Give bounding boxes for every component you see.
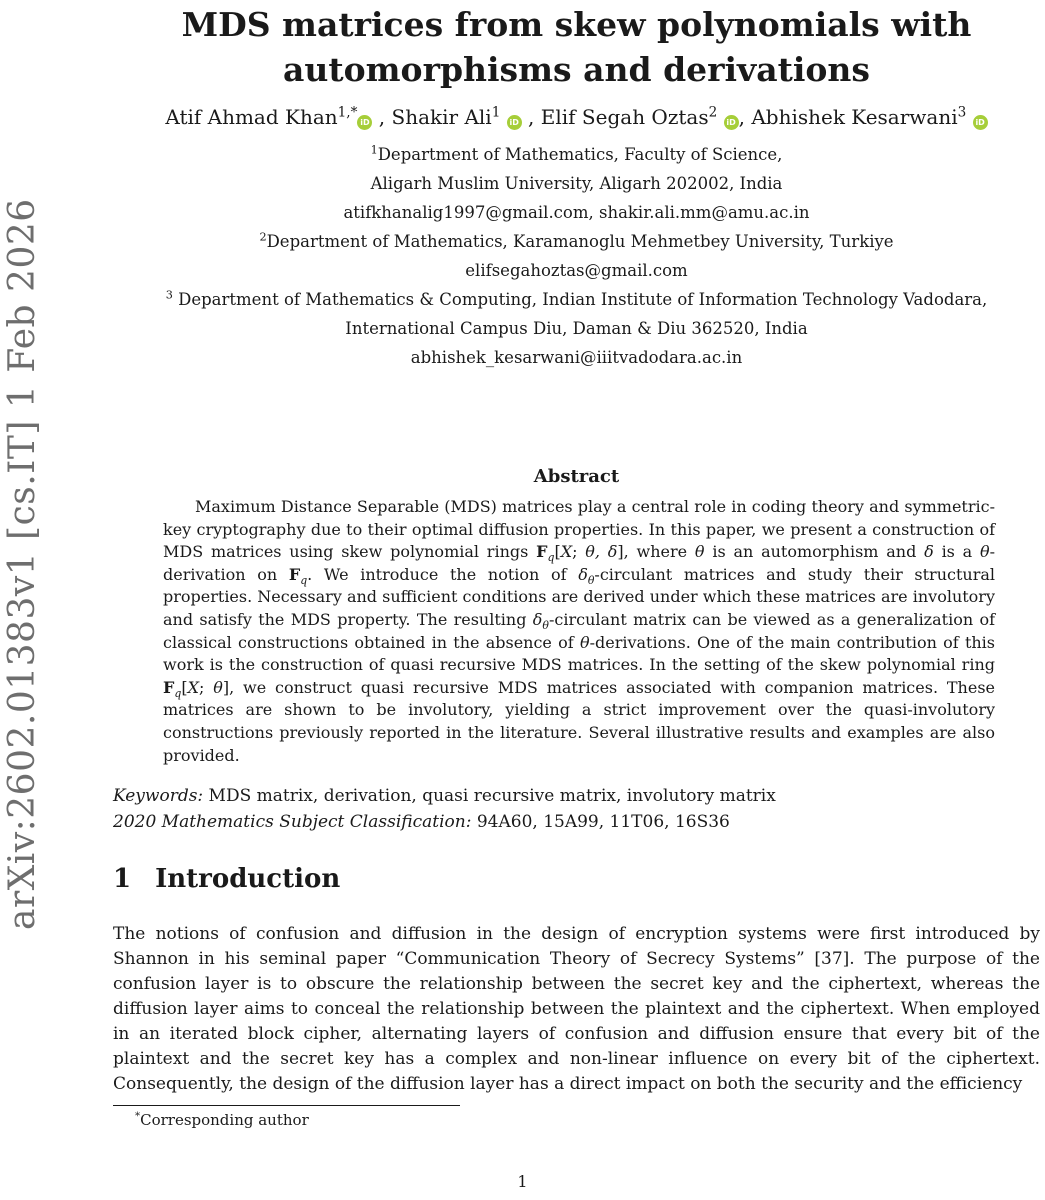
paper-title-line1: MDS matrices from skew polynomials with (181, 5, 972, 44)
affiliation-line: $^3$ Department of Mathematics & Computing, Indian Institute of Information Technology Vadodara, (165, 288, 988, 309)
affiliation-line: $^1$Department of Mathematics, Faculty of Science, (370, 143, 783, 164)
affiliations-block (113, 140, 1040, 372)
section-title: Introduction (155, 864, 341, 894)
section-heading-introduction (113, 864, 340, 894)
keywords-block (113, 783, 1040, 835)
footnote-text: *Corresponding author (135, 1111, 309, 1129)
author-line: Atif Ahmad Khan$^{1,*}$iD , Shakir Ali$^1$ iD , Elif Segah Oztas$^2$ iD , Abhishek Kesarwani$^3$ iD (113, 105, 1040, 129)
paper-title (113, 2, 1040, 92)
corresponding-author-footnote (113, 1111, 1040, 1129)
abstract-heading: Abstract (533, 466, 620, 487)
orcid-icon: iD (724, 115, 739, 130)
orcid-icon: iD (507, 115, 522, 130)
affiliation-email-line: atifkhanalig1997@gmail.com, shakir.ali.mm@amu.ac.in (343, 203, 810, 222)
introduction-paragraph: The notions of confusion and diffusion in the design of encryption systems were first introduced by Shannon in his seminal paper “Communication Theory of Secrecy Systems” [37]. The purpose of the confusion layer is to obscure the relationship between the secret key and the ciphertext, whereas the diffusion layer aims to conceal the relationship between the plaintext and the ciphertext. When employed in an iterated block cipher, alternating layers of confusion and diffusion ensure that every bit of the plaintext and the secret key has a complex and non-linear influence on every bit of the ciphertext. Consequently, the design of the diffusion layer has a direct impact on both the security and the efficiency (113, 924, 1040, 1094)
keywords-line: Keywords: MDS matrix, derivation, quasi recursive matrix, involutory matrix (113, 786, 776, 806)
arxiv-watermark: arXiv:2602.01383v1 [cs.IT] 1 Feb 2026 (2, 198, 43, 930)
section-number: 1 (113, 864, 132, 894)
orcid-icon: iD (973, 115, 988, 130)
affiliation-line: Aligarh Muslim University, Aligarh 202002, India (370, 174, 783, 193)
affiliation-email-line: elifsegahoztas@gmail.com (465, 261, 688, 280)
footnote-rule (113, 1105, 460, 1106)
page-number: 1 (517, 1172, 528, 1191)
msc-line: 2020 Mathematics Subject Classification: 94A60, 15A99, 11T06, 16S36 (113, 812, 730, 832)
affiliation-email-line: abhishek_kesarwani@iiitvadodara.ac.in (410, 348, 743, 367)
paper-title-line2: automorphisms and derivations (283, 50, 870, 89)
affiliation-line: International Campus Diu, Daman & Diu 362520, India (345, 319, 808, 338)
orcid-icon: iD (357, 115, 372, 130)
affiliation-line: $^2$Department of Mathematics, Karamanoglu Mehmetbey University, Turkiye (259, 230, 894, 251)
abstract-text: Maximum Distance Separable (MDS) matrices play a central role in coding theory and symmetric-key cryptography due to their optimal diffusion properties. In this paper, we present a construction of MDS matrices using skew polynomial rings $F_q[X$; θ, δ], where θ is an automorphism and δ is a θ-derivation on $F_q$. We introduce the notion of $\delta_\theta$-circulant matrices and study their structural properties. Necessary and sufficient conditions are derived under which these matrices are involutory and satisfy the MDS property. The resulting $\delta_\theta$-circulant matrix can be viewed as a generalization of classical constructions obtained in the absence of θ-derivations. One of the main contribution of this work is the construction of quasi recursive MDS matrices. In the setting of the skew polynomial ring $F_q[X$; θ], we construct quasi recursive MDS matrices associated with companion matrices. These matrices are shown to be involutory, yielding a strict improvement over the quasi-involutory constructions previously reported in the literature. Several illustrative results and examples are also provided. (163, 497, 996, 765)
